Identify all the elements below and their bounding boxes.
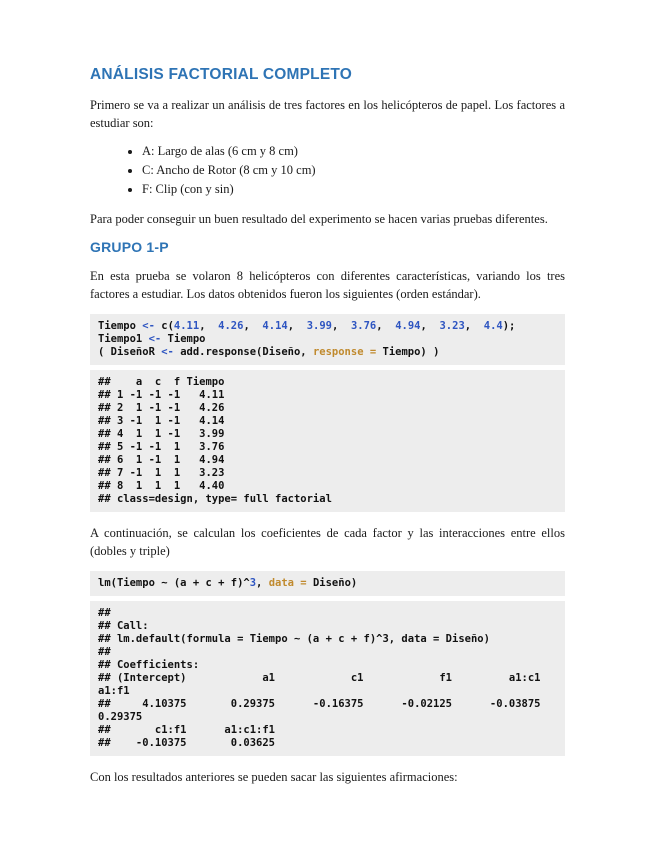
- r-output-block-lm: ## ## Call: ## lm.default(formula = Tiempo ~ (a + c + f)^3, data = Diseño) ## ## Coefficients: ## (Intercept) a1 c1 f1 a1:c1 a1:f1 ## 4.10375 0.29375 -0.16375 -0.02125 -0.03875 0.29375 ## c1:f1 a1:c1:f1 ## -0.10375 0.03625: [90, 601, 565, 756]
- intro-paragraph: Primero se va a realizar un análisis de tres factores en los helicópteros de papel. Los factores a estudiar son:: [90, 97, 565, 130]
- r-source-block-lm: lm(Tiempo ~ (a + c + f)^3, data = Diseño): [90, 571, 565, 596]
- factor-list-item-c: • C: Ancho de Rotor (8 cm y 10 cm): [142, 162, 565, 179]
- factor-list-item-a: • A: Largo de alas (6 cm y 8 cm): [142, 143, 565, 160]
- section-heading-grupo-1p: GRUPO 1-P: [90, 238, 169, 255]
- code-group-lm: [90, 571, 565, 756]
- coeficientes-paragraph: A continuación, se calculan los coeficientes de cada factor y las interacciones entre ellos (dobles y triple): [90, 525, 565, 558]
- factor-list-item-f: • F: Clip (con y sin): [142, 181, 565, 198]
- r-output-block-design: ## a c f Tiempo ## 1 -1 -1 -1 4.11 ## 2 1 -1 -1 4.26 ## 3 -1 1 -1 4.14 ## 4 1 1 -1 3.99 ## 5 -1 -1 1 3.76 ## 6 1 -1 1 4.94 ## 7 -1 1 1 3.23 ## 8 1 1 1 4.40 ## class=design, type= full factorial: [90, 370, 565, 512]
- pruebas-paragraph: Para poder conseguir un buen resultado del experimento se hacen varias pruebas diferentes.: [90, 211, 548, 226]
- document-title: ANÁLISIS FACTORIAL COMPLETO: [90, 66, 353, 83]
- section1-intro-paragraph: En esta prueba se volaron 8 helicópteros con diferentes características, variando los tres factores a estudiar. Los datos obtenidos fueron los siguientes (orden estándar).: [90, 268, 565, 301]
- closing-paragraph: Con los resultados anteriores se pueden sacar las siguientes afirmaciones:: [90, 770, 458, 785]
- factors-list: [90, 143, 565, 199]
- r-source-block-design: Tiempo <- c(4.11, 4.26, 4.14, 3.99, 3.76, 4.94, 3.23, 4.4); Tiempo1 <- Tiempo ( DiseñoR <- add.response(Diseño, response = Tiempo) ): [90, 314, 565, 365]
- code-group-design: [90, 314, 565, 512]
